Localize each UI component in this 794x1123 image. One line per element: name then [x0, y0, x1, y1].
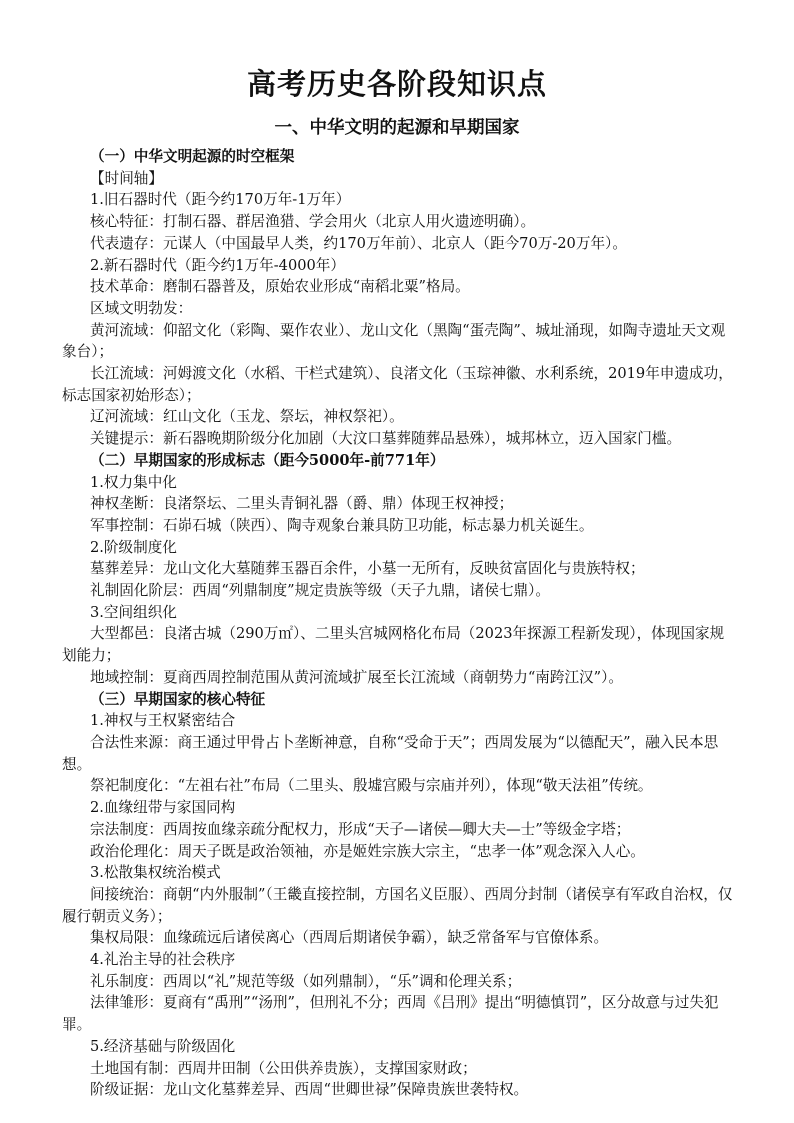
paragraph: 宗法制度：西周按血缘亲疏分配权力，形成“天子—诸侯—卿大夫—士”等级金字塔；	[90, 820, 631, 838]
paragraph: 区域文明勃发：	[90, 299, 193, 317]
paragraph: 黄河流域：仰韶文化（彩陶、粟作农业）、龙山文化（黑陶“蛋壳陶”、城址涌现，如陶寺遗址天文观象台）；	[62, 321, 726, 361]
paragraph: 祭祀制度化：“左祖右社”布局（二里头、殷墟宫殿与宗庙并列），体现“敬天法祖”传统。	[90, 777, 653, 795]
paragraph: 合法性来源：商王通过甲骨占卜垄断神意，自称“受命于天”；西周发展为“以德配天”，融入民本思想。	[62, 733, 719, 773]
paragraph: 2.血缘纽带与家国同构	[90, 799, 236, 817]
paragraph: 辽河流域：红山文化（玉龙、祭坛，神权祭祀）。	[90, 408, 404, 426]
document-title: 高考历史各阶段知识点	[246, 67, 547, 101]
paragraph: 2.新石器时代（距今约1万年-4000年）	[90, 256, 345, 274]
paragraph: 3.松散集权统治模式	[90, 864, 221, 882]
section-heading: （一）中华文明起源的时空框架	[90, 148, 295, 165]
paragraph: 1.权力集中化	[90, 473, 177, 491]
paragraph: 2.阶级制度化	[90, 538, 177, 556]
paragraph: 5.经济基础与阶级固化	[90, 1037, 236, 1055]
section-heading: （三）早期国家的核心特征	[90, 690, 266, 708]
paragraph: 3.空间组织化	[90, 603, 177, 621]
paragraph: 【时间轴】	[90, 169, 163, 187]
paragraph: 集权局限：血缘疏远后诸侯离心（西周后期诸侯争霸），缺乏常备军与官僚体系。	[90, 929, 609, 947]
paragraph: 长江流域：河姆渡文化（水稻、干栏式建筑）、良渚文化（玉琮神徽、水利系统，2019年申遗成功，标志国家初始形态）；	[62, 365, 733, 404]
paragraph: 关键提示：新石器晚期阶级分化加剧（大汶口墓葬随葬品悬殊），城邦林立，迈入国家门槛。	[90, 430, 682, 448]
paragraph: 间接统治：商朝“内外服制”（王畿直接控制，方国名义臣服）、西周分封制（诸侯享有军政自治权，仅履行朝贡义务）；	[62, 885, 733, 925]
paragraph: 礼制固化阶层：西周“列鼎制度”规定贵族等级（天子九鼎，诸侯七鼎）。	[90, 582, 551, 600]
chapter-heading: 一、中华文明的起源和早期国家	[274, 118, 520, 138]
paragraph: 阶级证据：龙山文化墓葬差异、西周“世卿世禄”保障贵族世袭特权。	[90, 1081, 529, 1099]
paragraph: 神权垄断：良渚祭坛、二里头青铜礼器（爵、鼎）体现王权神授；	[90, 495, 514, 513]
paragraph: 地域控制：夏商西周控制范围从黄河流域扩展至长江流域（商朝势力“南跨江汉”）。	[90, 668, 623, 686]
paragraph: 代表遗存：元谋人（中国最早人类，约170万年前）、北京人（距今70万-20万年）。	[90, 234, 627, 252]
paragraph: 政治伦理化：周天子既是政治领袖，亦是姬姓宗族大宗主，“忠孝一体”观念深入人心。	[90, 842, 645, 860]
paragraph: 1.神权与王权紧密结合	[90, 712, 236, 730]
paragraph: 墓葬差异：龙山文化大墓随葬玉器百余件，小墓一无所有，反映贫富固化与贵族特权；	[90, 560, 645, 578]
document-body	[62, 146, 734, 1101]
section-heading: （二）早期国家的形成标志（距今5000年-前771年）	[90, 451, 445, 469]
paragraph: 1.旧石器时代（距今约170万年-1万年）	[90, 191, 351, 209]
paragraph: 4.礼治主导的社会秩序	[90, 951, 236, 969]
paragraph: 礼乐制度：西周以“礼”规范等级（如列鼎制），“乐”调和伦理关系；	[90, 972, 522, 990]
paragraph: 土地国有制：西周井田制（公田供养贵族），支撑国家财政；	[90, 1059, 477, 1077]
paragraph: 核心特征：打制石器、群居渔猎、学会用火（北京人用火遗迹明确）。	[90, 213, 536, 231]
paragraph: 军事控制：石峁石城（陕西）、陶寺观象台兼具防卫功能，标志暴力机关诞生。	[90, 516, 594, 534]
paragraph: 法律雏形：夏商有“禹刑”“汤刑”，但刑礼不分；西周《吕刑》提出“明德慎罚”，区分故意与过失犯罪。	[62, 994, 719, 1034]
paragraph: 大型都邑：良渚古城（290万㎡）、二里头宫城网格化布局（2023年探源工程新发现），体现国家规划能力；	[62, 625, 725, 665]
paragraph: 技术革命：磨制石器普及，原始农业形成“南稻北粟”格局。	[90, 278, 470, 296]
